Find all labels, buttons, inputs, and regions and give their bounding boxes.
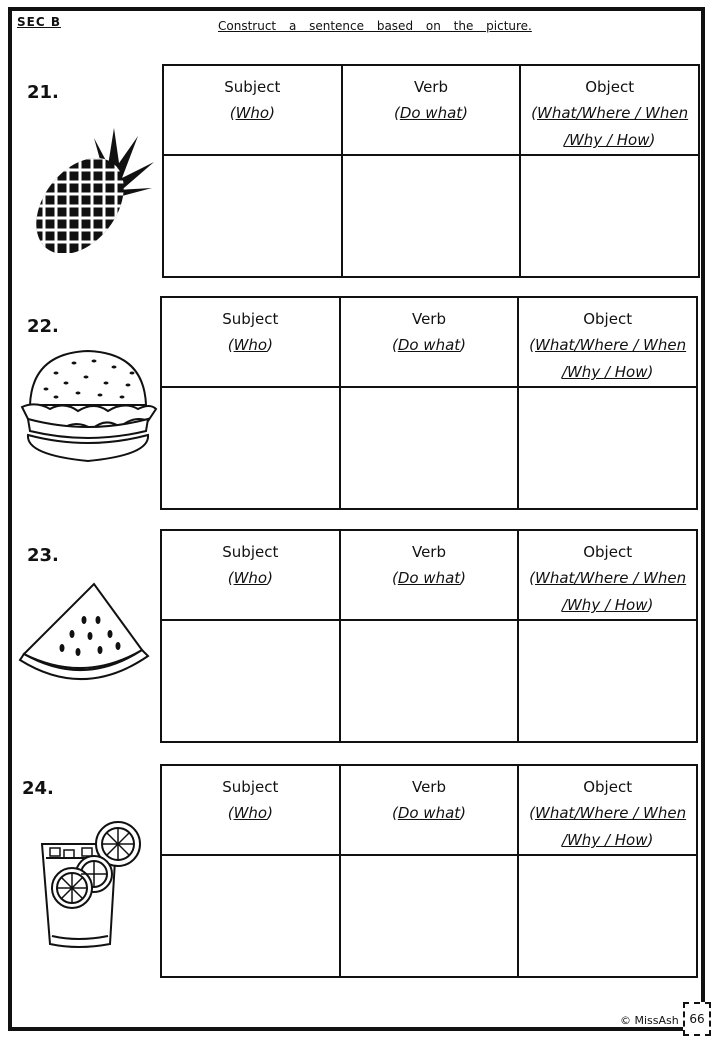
verb-answer-cell[interactable]	[340, 620, 519, 742]
subject-header: Subject (Who)	[161, 297, 340, 387]
subject-answer-cell[interactable]	[161, 387, 340, 509]
object-header: Object (What/Where / When /Why / How)	[518, 765, 697, 855]
question-number-22: 22.	[27, 316, 59, 337]
verb-answer-cell[interactable]	[340, 855, 519, 977]
object-answer-cell[interactable]	[518, 387, 697, 509]
object-header: Object (What/Where / When /Why / How)	[520, 65, 699, 155]
section-label: SEC B	[17, 15, 61, 29]
lemonade-glass-icon	[38, 818, 146, 950]
burger-icon	[16, 345, 158, 470]
watermelon-slice-icon	[14, 580, 154, 692]
subject-answer-cell[interactable]	[163, 155, 342, 277]
subject-answer-cell[interactable]	[161, 620, 340, 742]
page-number: 66	[683, 1002, 711, 1036]
subject-header: Subject (Who)	[161, 765, 340, 855]
subject-answer-cell[interactable]	[161, 855, 340, 977]
question-number-21: 21.	[27, 82, 59, 103]
verb-header: Verb (Do what)	[342, 65, 521, 155]
instruction-text: Construct a sentence based on the picture.	[218, 19, 532, 33]
verb-answer-cell[interactable]	[342, 155, 521, 277]
verb-header: Verb (Do what)	[340, 530, 519, 620]
sentence-table-21	[162, 64, 700, 278]
subject-header: Subject (Who)	[163, 65, 342, 155]
sentence-table-24	[160, 764, 698, 978]
verb-header: Verb (Do what)	[340, 765, 519, 855]
copyright-text: © MissAsh	[620, 1014, 679, 1027]
question-number-23: 23.	[27, 545, 59, 566]
question-number-24: 24.	[22, 778, 54, 799]
object-answer-cell[interactable]	[518, 855, 697, 977]
verb-header: Verb (Do what)	[340, 297, 519, 387]
sentence-table-22	[160, 296, 698, 510]
pineapple-icon	[18, 118, 158, 253]
object-answer-cell[interactable]	[518, 620, 697, 742]
object-header: Object (What/Where / When /Why / How)	[518, 297, 697, 387]
sentence-table-23	[160, 529, 698, 743]
object-header: Object (What/Where / When /Why / How)	[518, 530, 697, 620]
subject-header: Subject (Who)	[161, 530, 340, 620]
verb-answer-cell[interactable]	[340, 387, 519, 509]
object-answer-cell[interactable]	[520, 155, 699, 277]
